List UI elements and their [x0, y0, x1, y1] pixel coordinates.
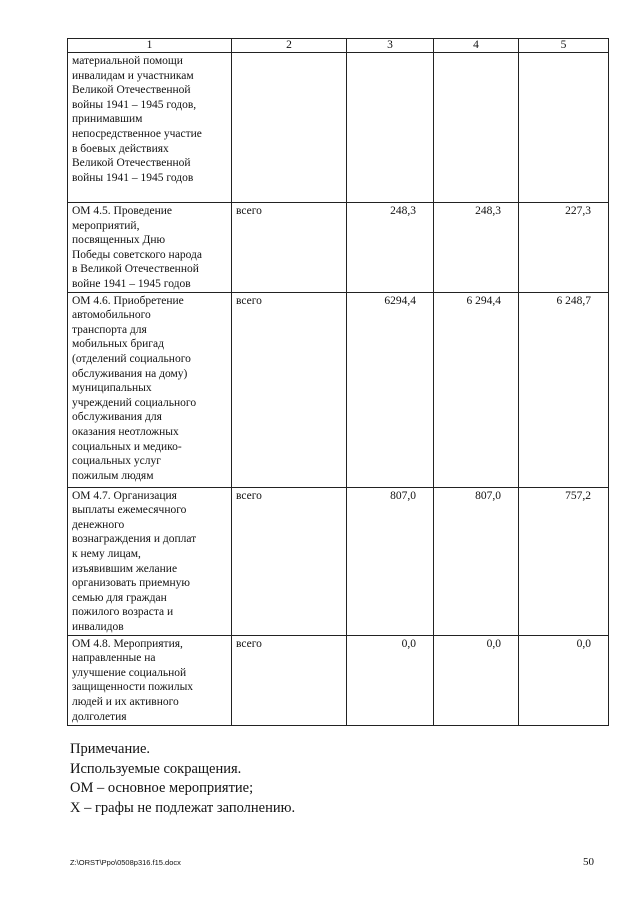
table-row [68, 635, 609, 725]
table-row [68, 53, 609, 203]
value-cell: 6294,4 [347, 292, 434, 487]
activity-name: материальной помощи инвалидам и участникам Великой Отечественной войны 1941 – 1945 годов, принимавшим непосредственное участие в боевых действиях Великой Отечественной войны 1941 – 1945 годов [72, 55, 202, 184]
value-cell: 0,0 [347, 635, 434, 725]
value-cell [519, 53, 609, 203]
value-cell: 0,0 [434, 635, 519, 725]
activity-name-cell [68, 292, 232, 487]
value-cell: 248,3 [347, 203, 434, 293]
table-row [68, 292, 609, 487]
column-header: 1 [68, 39, 232, 53]
value-cell: 807,0 [347, 487, 434, 635]
activity-name-cell [68, 635, 232, 725]
activity-name: ОМ 4.7. Организация выплаты ежемесячного денежного вознаграждения и доплат к нему лицам, изъявившим желание организовать приемную семью для граждан пожилого возраста и инвалидов [72, 489, 197, 633]
value-cell: 6 294,4 [434, 292, 519, 487]
table-header-row [68, 39, 609, 53]
table-row [68, 203, 609, 293]
value-cell [434, 53, 519, 203]
notes-line: Х – графы не подлежат заполнению. [70, 799, 296, 816]
source-cell: всего [232, 292, 347, 487]
notes-section [70, 740, 295, 818]
activity-name: ОМ 4.6. Приобретение автомобильного транспорта для мобильных бригад (отделений социального обслуживания на дому) муниципальных учреждений социального обслуживания для оказания неотложных социальных и медико- социальных услуг пожилым людям [72, 294, 197, 482]
column-header: 2 [232, 39, 347, 53]
activity-name-cell [68, 53, 232, 203]
value-cell: 0,0 [519, 635, 609, 725]
table-row [68, 487, 609, 635]
activity-name-cell [68, 203, 232, 293]
column-header: 5 [519, 39, 609, 53]
value-cell: 6 248,7 [519, 292, 609, 487]
activity-name-cell [68, 487, 232, 635]
budget-table [67, 38, 609, 726]
source-cell: всего [232, 487, 347, 635]
notes-line: Используемые сокращения. [70, 760, 242, 777]
footer-file-path: Z:\ORST\Ppo\0508p316.f15.docx [70, 858, 181, 867]
column-header: 3 [347, 39, 434, 53]
value-cell: 757,2 [519, 487, 609, 635]
page-number: 50 [583, 856, 594, 868]
value-cell: 248,3 [434, 203, 519, 293]
notes-line: ОМ – основное мероприятие; [70, 780, 254, 796]
value-cell: 807,0 [434, 487, 519, 635]
value-cell [347, 53, 434, 203]
activity-name: ОМ 4.5. Проведение мероприятий, посвященных Дню Победы советского народа в Великой Отечественной войне 1941 – 1945 годов [72, 205, 202, 290]
source-cell: всего [232, 635, 347, 725]
source-cell [232, 53, 347, 203]
source-cell: всего [232, 203, 347, 293]
notes-title: Примечание. [70, 741, 151, 757]
value-cell: 227,3 [519, 203, 609, 293]
column-header: 4 [434, 39, 519, 53]
activity-name: ОМ 4.8. Мероприятия, направленные на улучшение социальной защищенности пожилых людей и их активного долголетия [72, 637, 194, 723]
